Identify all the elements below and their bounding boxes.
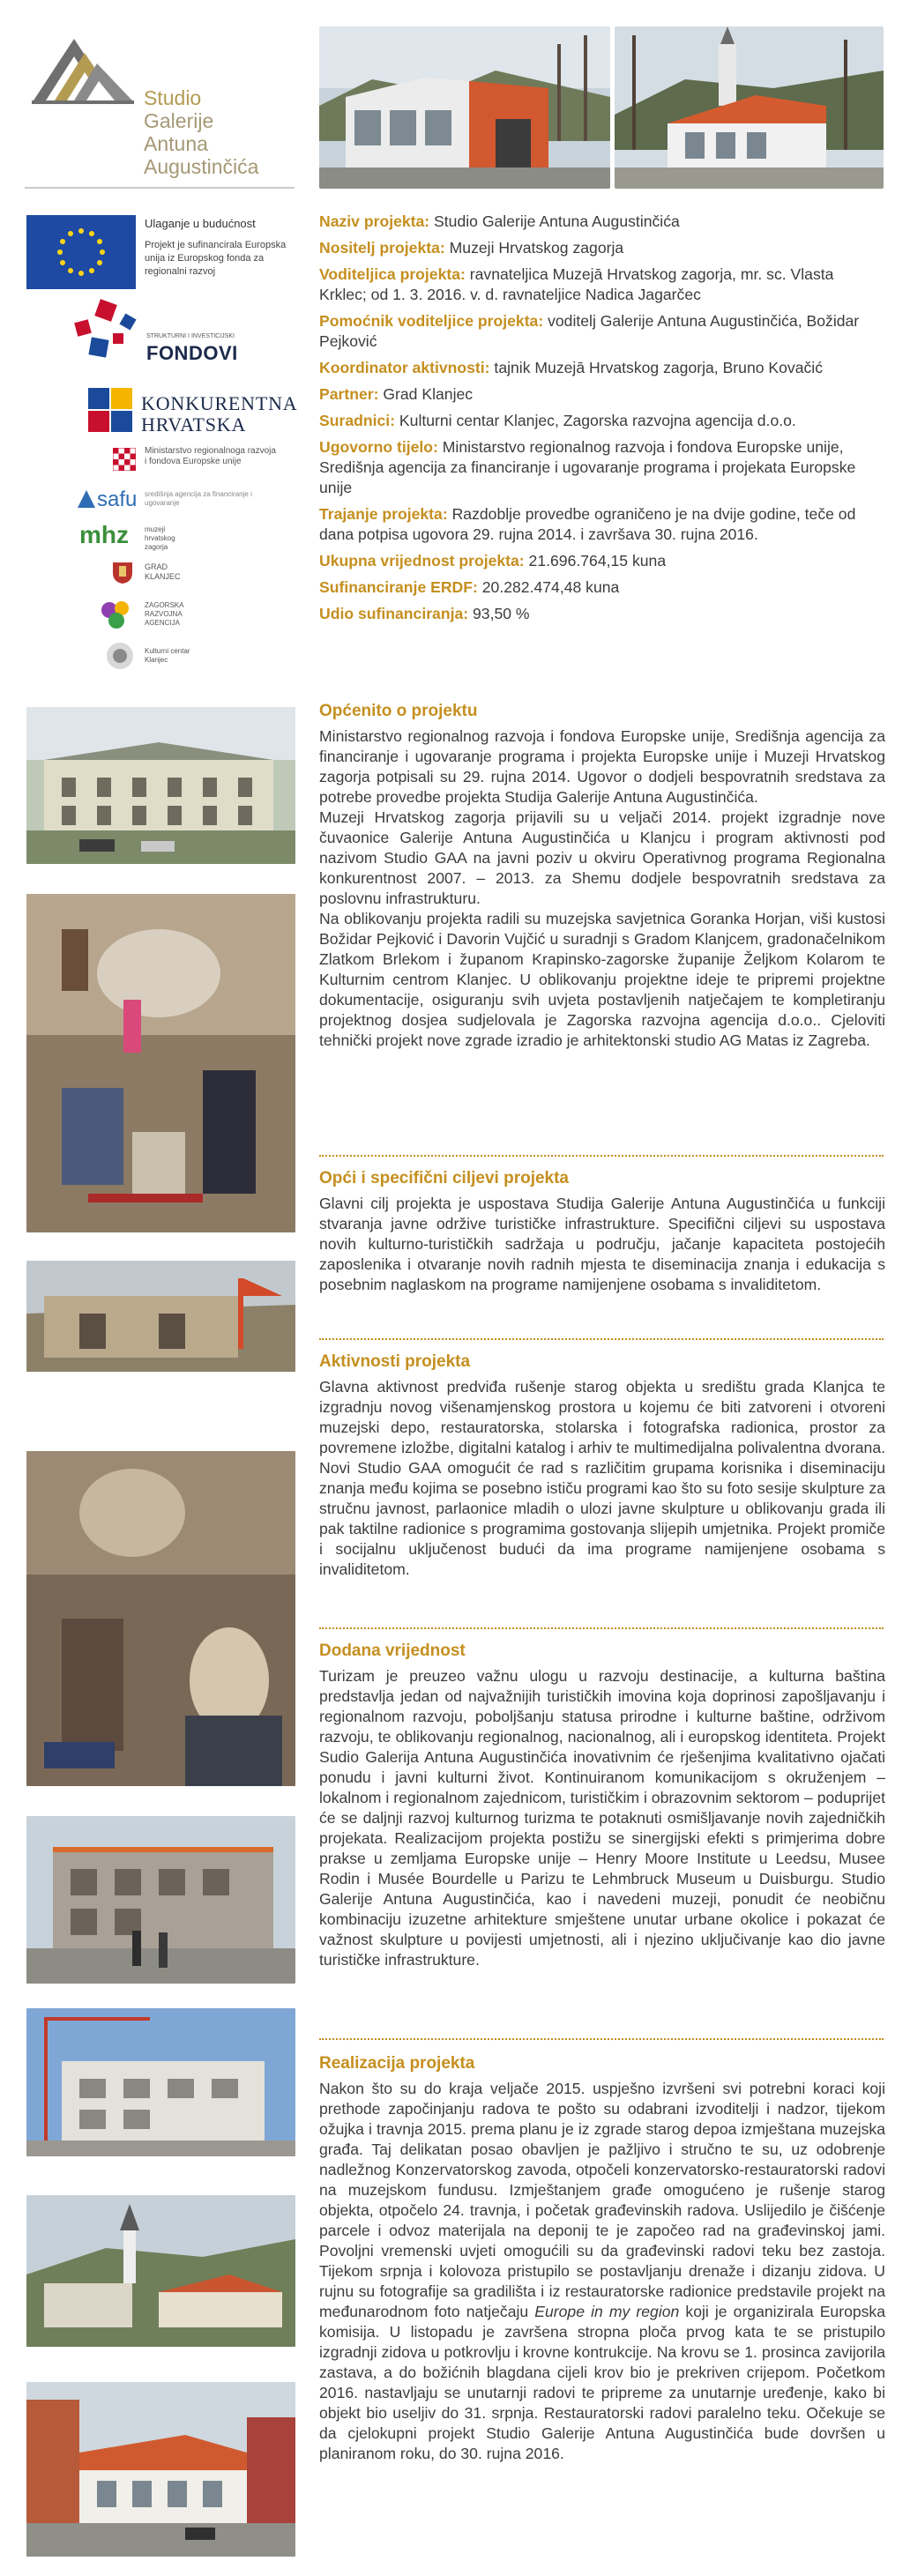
ciljevi-paragraph-1: Glavni cilj projekta je uspostava Studija Galerije Antuna Augustinčića u funkciji stvaranja javne održive turističke infrastrukture. Specifični ciljevi su uspostava novih kulturno-turističkih sadržaja u području, jačanje kapaciteta postojećih zaposlenika i otvaranje novih radnih mjesta te diseminacija znanja i edukacija s posebnim naglaskom na programe namijenjene osobama s invaliditetom. (319, 1195, 885, 1293)
info-ukupna (319, 551, 885, 571)
info-udio-label: Udio sufinanciranja: (319, 605, 469, 622)
studio-logo-text (144, 86, 258, 178)
logo-line-2: Galerije (144, 109, 214, 132)
info-naziv-value: Studio Galerije Antuna Augustinčića (429, 212, 680, 230)
aktivnosti-paragraph-1: Glavna aktivnost predviđa rušenje starog objekta u središtu grada Klanjca te izgradnju novog višenamjenskog prostora u kojemu će biti zatvoreni i otvoreni muzejski depo, restauratorska, stolarska i fotografska radionica, prostor za povremene izložbe, digitalni katalog i arhiv te multimedijalna polivalentna dvorana. Novi Studio GAA omogućit će rad s različitim grupama korisnika i diseminaciju znanja među kojima se posebno ističu programi kao što su foto sesije skulpture za stručnu javnost, parlaonice mladih o ulozi javne skulpture u oblikovanju grada ili pak taktilne radionice s programima gostovanja slijepih umjetnika. Projekt promiče i socijalnu uključenost budući da ima programe namijenjene osobama s invaliditetom. (319, 1378, 885, 1578)
info-koordinator-value: tajnik Muzejā Hrvatskog zagorja, Bruno Kovačić (489, 359, 824, 376)
section-text-aktivnosti (319, 1377, 885, 1580)
section-text-realizacija (319, 2079, 885, 2464)
realizacija-competition-name: Europe in my region (534, 2303, 680, 2320)
info-nositelj-label: Nositelj projekta: (319, 239, 445, 257)
photo-construction-2 (26, 2008, 295, 2156)
info-udio (319, 604, 885, 624)
photo-construction-1 (26, 1816, 295, 1984)
eu-statement: Projekt je sufinancirala Europska unija iz Europskog fonda za regionalni razvoj (145, 240, 287, 277)
safu-text: središnja agencija za financiranje i ugovaranje (145, 490, 252, 507)
info-sufin-label: Sufinanciranje ERDF: (319, 578, 478, 596)
realizacija-paragraph-1 (319, 2079, 885, 2464)
mhz-wordmark: mhz (79, 521, 129, 548)
section-separator (319, 1338, 884, 1340)
section-title-aktivnosti: Aktivnosti projekta (319, 1352, 471, 1371)
info-nositelj-value: Muzeji Hrvatskog zagorja (444, 239, 624, 257)
section-title-realizacija: Realizacija projekta (319, 2054, 475, 2073)
eu-funding-text (145, 217, 303, 279)
section-title-opcenito: Općenito o projektu (319, 702, 478, 720)
photo-old-building (26, 707, 295, 864)
info-ukupna-label: Ukupna vrijednost projekta: (319, 552, 525, 570)
info-sufin-value: 20.282.474,48 kuna (477, 578, 620, 596)
info-naziv (319, 212, 885, 232)
info-pomocnik-value: voditelj Galerije Antuna Augustinčića, Božidar Pejković (319, 312, 860, 350)
mhz-text: muzeji hrvatskog zagorja (145, 525, 175, 551)
project-info (319, 212, 885, 630)
kulturni-centar-text: Kulturni centar Klanjec (145, 647, 190, 664)
info-ukupna-value: 21.696.764,15 kuna (524, 552, 667, 570)
zagorska-logo-icon (99, 599, 134, 631)
konkurentna-logo-mark (88, 388, 132, 432)
info-suradnici (319, 411, 885, 431)
info-trajanje-label: Trajanje projekta: (319, 505, 448, 523)
photo-demolition (26, 1261, 295, 1372)
klanjec-text: GRAD KLANJEC (145, 562, 181, 581)
photo-town-view (26, 2195, 295, 2347)
safu-logo-icon (78, 490, 95, 508)
building-photo-2 (615, 26, 884, 189)
logo-line-4: Augustinčića (144, 155, 259, 178)
info-voditeljica-value: ravnateljica Muzejā Hrvatskog zagorja, mr. sc. Vlasta Krklec; od 1. 3. 2016. v. d. ravnateljice Nadica Jagarčec (319, 265, 834, 303)
klanjec-coat-of-arms-icon (111, 561, 134, 584)
konkurentna-line-1: KONKURENTNA (141, 392, 298, 414)
info-pomocnik-label: Pomoćnik voditeljice projekta: (319, 312, 544, 330)
section-text-dodana (319, 1666, 885, 1970)
info-suradnici-label: Suradnici: (319, 412, 396, 429)
opcenito-paragraph-2: Muzeji Hrvatskog zagorja prijavili su u veljači 2014. projekt izgradnje nove čuvaonice Galerije Antuna Augustinčića u Klanjcu i program aktivnosti pod nazivom Studio GAA na javni poziv u okviru Operativnog programa Regionalna konkurentnost 2007. – 2013. za Shemu dodjele bespovratnih sredstava za poslovnu infrastrukturu. (319, 808, 885, 907)
realizacija-text-b: koji je organizirala Europska komisija. U listopadu je završena stropna ploča prvog kata te se pristupilo izgradnji zidova u potkrovlju i krovne kontrukcije. Na krovu se 1. prosinca zavijorila zastava, a do božićnih blagdana cijeli krov bio je prekriven crijepom. Početkom 2016. nastavljaju se unutarnji radovi te pripreme za unutarnje uređenje, kako bi objekt bio useljiv do 31. srpnja. Restauratorski radovi paralelno teku. Očekuje se da cjelokupni projekt Studio Galerije Antuna Augustinčića bude dovršen u planiranom roku, do 30. rujna 2016. (319, 2303, 886, 2462)
info-pomocnik (319, 311, 885, 352)
logo-line-3: Antuna (144, 132, 208, 155)
safu-wordmark: safu (97, 488, 138, 511)
building-photo-1 (319, 26, 610, 189)
photo-restoration-workshop (26, 1451, 295, 1786)
info-partner (319, 384, 885, 405)
info-ugovorno-value: Ministarstvo regionalnog razvoja i fondova Europske unije, Središnja agencija za financiranje i ugovaranje programa i projekata Europske unije (319, 438, 856, 496)
fondovi-wordmark: FONDOVI (146, 342, 238, 364)
ministry-text: Ministarstvo regionalnoga razvoja i fondova Europske unije (145, 446, 276, 466)
info-partner-value: Grad Klanjec (378, 385, 474, 403)
logo-line-1: Studio (144, 86, 202, 109)
zagorska-text: ZAGORSKA RAZVOJNA AGENCIJA (145, 601, 184, 627)
eu-heading: Ulaganje u budućnost (145, 217, 256, 230)
info-koordinator (319, 358, 885, 378)
photo-new-building (26, 2382, 295, 2557)
section-separator (319, 1627, 884, 1629)
info-voditeljica (319, 264, 885, 305)
section-separator (319, 2038, 884, 2040)
info-trajanje (319, 504, 885, 545)
dodana-paragraph-1: Turizam je preuzeo važnu ulogu u razvoju destinacije, a kulturna baština predstavlja jedan od najvažnijih turističkih imovina koja doprinosi zapošljavanju i regionalnom razvoju, poboljšanju statusa prirodne i kulturne baštine, održivom razvoju, te oblikovanju regionalnog, nacionalnog, ali i europskog identiteta. Projekt Sudio Galerija Antuna Augustinčića inovativnim će rješenjima kvalitativno ojačati ponudu i javni kulturni život. Kontinuiranom komunikacijom s okruženjem – lokalnom i regionalnom zajednicom, turističkim i obrazovnim sektorom – poduprijet će se daljnji razvoj kulturnog turizma te potaknuti osmišljavanje novih zajedničkih projekata. Realizacijom projekta postižu se sinergijski efekti s primjerima dobre prakse u zemljama Europske unije – Henry Moore Institute u Leedsu, Musee Rodin i Musée Bourdelle u Parizu te Lehmbruck Museum u Duisburgu. Studio Galerije Antuna Augustinčića, kao i navedeni muzeji, ponudit će neobičnu kombinaciju izuzetne arhitekture smještene unutar urbane okolice i pokazat će važnost skulpture u povijesti umjetnosti, ali i njezino uključivanje kao dio javne turističke infrastrukture. (319, 1667, 885, 1969)
info-udio-value: 93,50 % (468, 605, 530, 622)
info-trajanje-value: Razdoblje provedbe ograničeno je na dvije godine, teče od dana potpisa ugovora 29. rujna 2014. i završava 30. rujna 2016. (319, 505, 856, 543)
kulturni-centar-logo-icon (106, 642, 134, 670)
fondovi-subtitle: STRUKTURNI I INVESTICIJSKI (146, 333, 235, 339)
info-naziv-label: Naziv projekta: (319, 212, 430, 230)
info-koordinator-label: Koordinator aktivnosti: (319, 359, 490, 376)
opcenito-paragraph-1: Ministarstvo regionalnog razvoja i fondova Europske unije, Središnja agencija za financiranje i ugovaranje programa i projekta Europske unije i Muzeji Hrvatskog zagorja potpisali su 29. rujna 2014. Ugovor o dodjeli bespovratnih sredstava za potrebe provedbe projekta Studija Galerije Antuna Augustinčića. (319, 727, 885, 806)
photo-moving-sculptures (26, 894, 295, 1232)
info-voditeljica-label: Voditeljica projekta: (319, 265, 466, 283)
info-ugovorno (319, 437, 885, 498)
section-text-opcenito (319, 726, 885, 1051)
info-partner-label: Partner: (319, 385, 379, 403)
section-title-dodana: Dodana vrijednost (319, 1642, 466, 1660)
realizacija-text-a: Nakon što su do kraja veljače 2015. uspješno izvršeni svi potrebni koraci koji prethode započinjanju radova te pošto su odabrani izvoditelji i nadzor, tijekom ožujka i travnja 2015. prema planu je iz zgrade starog depoa izmještana muzejska građa. Taj delikatan posao obavljen je pažljivo i stručno te su, uz odobrenje nadležnog Konzervatorskog zavoda, otpočeli konzervatorsko-restauratorski radovi na muzejskom fundusu. Izmještanjem građe omogućeno je rušenje starog objekta, otpočelo 24. travnja, i početak građevinskih radova. Uslijedilo je čišćenje parcele i odvoz materijala na deponij te je započeo rad na građevinskoj jami. Povoljni vremenski uvjeti omogućili su da građevinski radovi teku bez zastoja. Tijekom srpnja i kolovoza pristupilo se postavljanju drenaže i dizanju zidova. U rujnu su fotografije sa gradilišta i iz restauratorske radionice predstavile projekt na međunarodnom foto natječaju (319, 2080, 885, 2320)
konkurentna-wordmark (141, 393, 297, 436)
konkurentna-line-2: HRVATSKA (141, 413, 247, 436)
croatia-coat-of-arms-icon (113, 448, 136, 471)
section-separator (319, 1155, 884, 1157)
info-nositelj (319, 238, 885, 258)
opcenito-paragraph-3: Na oblikovanju projekta radili su muzejska savjetnica Goranka Horjan, viši kustosi Božidar Pejković i Davorin Vujčić u suradnji s Gradom Klanjcem, gradonačelnikom Zlatkom Brlekom i županom Krapinsko-zagorske županije Željkom Kolarom te Kulturnim centrom Klanjec. U oblikovanju projektne ideje te pripremi projektne dokumentacije, osiguranju svih uvjeta postavljenih natječajem te kompletiranju projektnog dosjea sudjelovala je Zagorska razvojna agencija d.o.o.. Cjeloviti tehnički projekt nove zgrade izradio je arhitektonski studio AG Matas iz Zagreba. (319, 910, 885, 1049)
studio-logo (25, 25, 289, 183)
section-title-ciljevi: Opći i specifični ciljevi projekta (319, 1169, 569, 1187)
info-ugovorno-label: Ugovorno tijelo: (319, 438, 438, 456)
section-text-ciljevi (319, 1194, 885, 1295)
info-sufin (319, 577, 885, 598)
logo-divider (25, 187, 295, 189)
studio-logo-mark (28, 32, 139, 106)
info-suradnici-value: Kulturni centar Klanjec, Zagorska razvojna agencija d.o.o. (395, 412, 796, 429)
eu-flag-logo (26, 215, 136, 289)
